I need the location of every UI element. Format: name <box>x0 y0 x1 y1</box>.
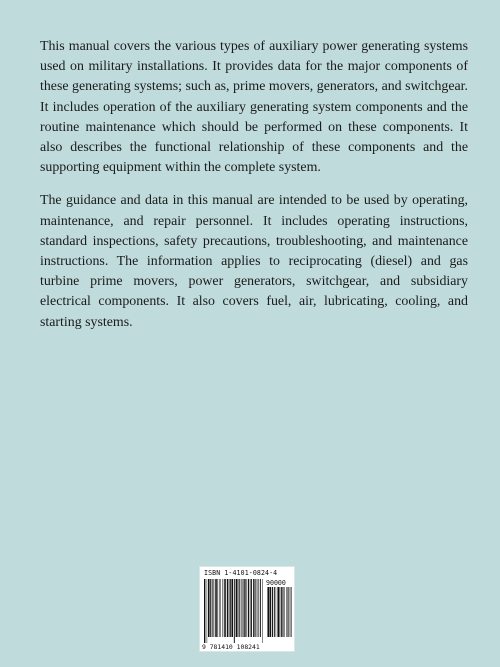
barcode-bar <box>232 579 233 637</box>
barcode-bar <box>268 587 269 637</box>
barcode-bar <box>218 579 219 637</box>
barcode-bar <box>215 579 216 637</box>
barcode-bar <box>244 579 245 637</box>
barcode-bar <box>239 579 240 637</box>
barcode-bar <box>225 579 226 637</box>
barcode-bar <box>220 579 221 637</box>
ean-barcode-bars <box>204 579 264 643</box>
price-code: 90000 <box>266 579 286 587</box>
description-block <box>40 37 468 333</box>
barcode-bar <box>262 579 263 643</box>
barcode-bar <box>291 587 292 637</box>
barcode-bar <box>246 579 247 637</box>
barcode-bar <box>222 579 223 637</box>
barcode-bar <box>255 579 256 637</box>
description-paragraph-2: The guidance and data in this manual are intended to be used by operating, maintenance, and repair personnel. It includes operating instructions, standard inspections, safety precautions, troubleshooting, and maintenance instructions. The information applies to reciprocating (diesel) and gas turbine prime movers, power generators, switchgear, and subsidiary electrical components. It also covers fuel, air, lubricating, cooling, and starting systems. <box>40 193 468 330</box>
barcode-bar <box>276 587 277 637</box>
barcode-bar <box>287 587 288 637</box>
ean-digits: 9 781410 108241 <box>202 643 260 651</box>
barcode-bar <box>236 579 237 637</box>
barcode-bar <box>230 579 231 637</box>
barcode-bar <box>270 587 271 637</box>
isbn-barcode <box>199 566 295 652</box>
barcode-bar <box>253 579 254 637</box>
barcode-bar <box>288 587 289 637</box>
barcode-bar <box>272 587 273 637</box>
barcode-bar <box>281 587 282 637</box>
barcode-bar <box>258 579 259 637</box>
barcode-bar <box>204 579 205 643</box>
barcode-bar <box>213 579 214 637</box>
addon-barcode-bars <box>267 587 292 643</box>
barcode-bar <box>284 587 285 637</box>
barcode-bar <box>243 579 244 637</box>
barcode-bar <box>267 587 268 637</box>
barcode-bar <box>277 587 278 637</box>
barcode-bar <box>216 579 217 637</box>
barcode-bar <box>260 579 261 637</box>
barcode-bar <box>229 579 230 637</box>
barcode-bar <box>238 579 239 637</box>
barcode-bar <box>234 579 235 643</box>
barcode-bar <box>251 579 252 637</box>
barcode-bar <box>210 579 211 637</box>
barcode-bar <box>280 587 281 637</box>
description-paragraph-1: This manual covers the various types of auxiliary power generating systems used on military installations. It provides data for the major components of these generating systems; such as, prime movers, generators, and switchgear. It includes operation of the auxiliary generating system components and the routine maintenance which should be performed on these components. It also describes the functional relationship of these components and the supporting equipment within the complete system. <box>40 39 468 176</box>
barcode-bar <box>274 587 275 637</box>
barcode-bar <box>227 579 228 637</box>
barcode-bar <box>208 579 209 637</box>
barcode-bar <box>283 587 284 637</box>
barcode-bar <box>219 579 220 637</box>
barcode-bar <box>248 579 249 637</box>
barcode-bar <box>242 579 243 637</box>
isbn-label: ISBN 1-4101-0824-4 <box>204 569 278 577</box>
barcode-bar <box>278 587 279 637</box>
barcode-bar <box>207 579 208 643</box>
barcode-bar <box>224 579 225 637</box>
barcode-bar <box>259 579 260 637</box>
barcode-bar <box>286 587 287 637</box>
barcode-bar <box>212 579 213 637</box>
